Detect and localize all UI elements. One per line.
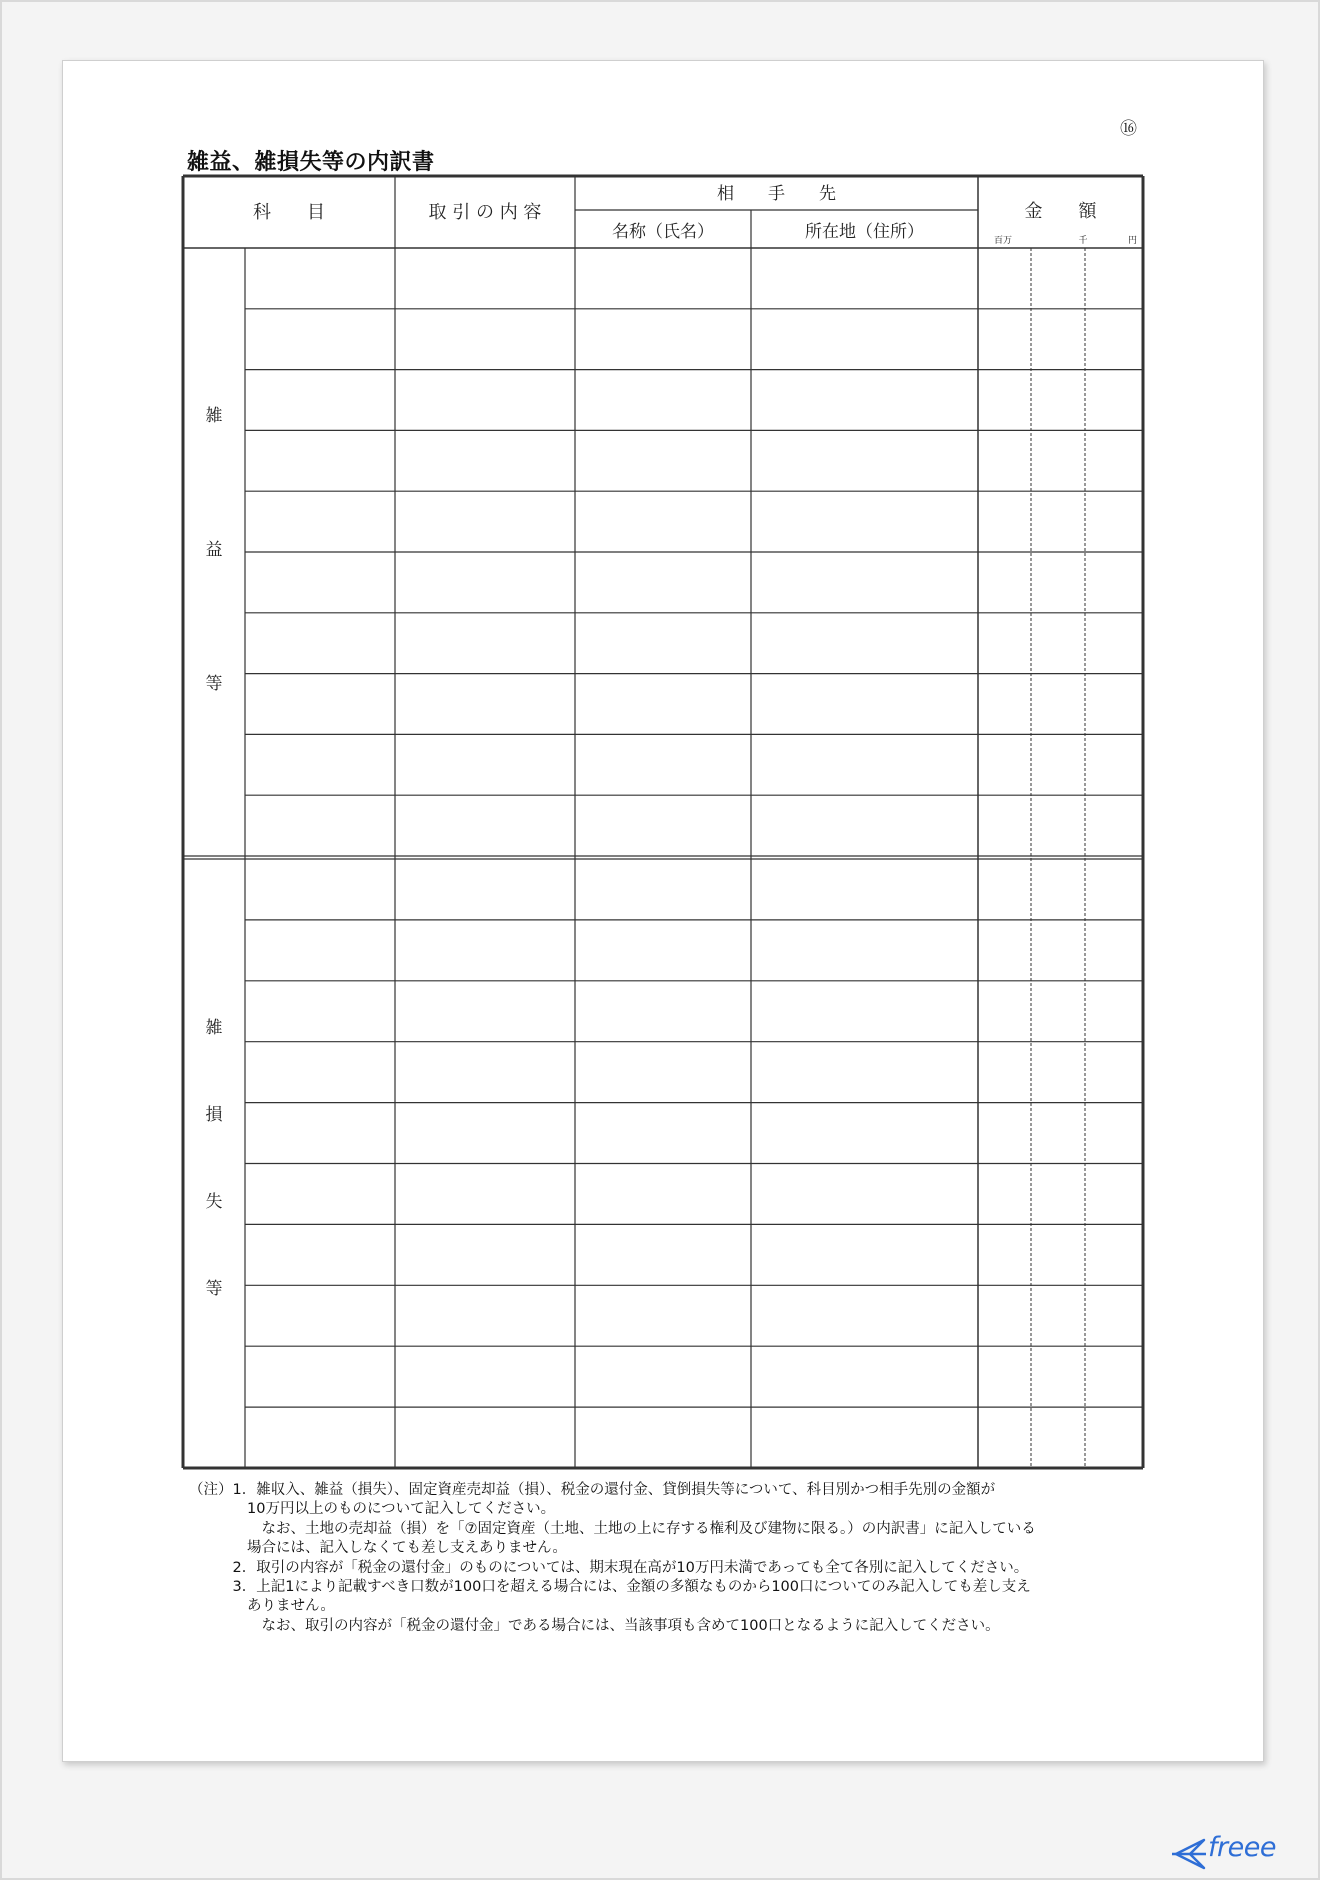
note-line: 10万円以上のものについて記入してください。: [189, 1501, 556, 1518]
section-label-misc-income: 益: [205, 540, 223, 560]
section-label-misc-loss: 損: [205, 1105, 223, 1125]
note-line: なお、取引の内容が「税金の還付金」である場合には、当該事項も含めて100口となるように記入してください。: [189, 1617, 1000, 1634]
section-label-misc-loss: 失: [205, 1192, 223, 1212]
brand-name: freee: [1208, 1832, 1276, 1863]
unit-thousand: 千: [1078, 236, 1088, 246]
document-title: 雑益、雑損失等の内訳書: [187, 150, 435, 175]
header-transaction: 取 引 の 内 容: [428, 202, 542, 223]
header-name: 名称（氏名）: [612, 222, 714, 242]
note-line: （注）1．雑収入、雑益（損失）、固定資産売却益（損）、税金の還付金、貸倒損失等について、科目別かつ相手先別の金額が: [189, 1482, 996, 1498]
note-line: 3．上記1により記載すべき口数が100口を超える場合には、金額の多額なものから100口についてのみ記入しても差し支え: [189, 1579, 1031, 1596]
header-address: 所在地（住所）: [805, 222, 924, 242]
note-line: ありません。: [189, 1598, 335, 1615]
freee-logo: [1170, 1832, 1290, 1872]
form-table: [63, 61, 1263, 1481]
section-label-misc-loss: 等: [205, 1279, 223, 1299]
header-subject: 科 目: [253, 202, 325, 223]
section-label-misc-income: 雑: [205, 406, 223, 426]
header-amount: 金 額: [1024, 201, 1097, 222]
section-label-misc-loss: 雑: [205, 1018, 223, 1038]
document-page: [62, 60, 1264, 1762]
note-line: 2．取引の内容が「税金の還付金」のものについては、期末現在高が10万円未満であっても全て各別に記入してください。: [189, 1559, 1029, 1576]
unit-million: 百万: [993, 236, 1013, 246]
notes: [189, 1481, 1149, 1636]
note-line: 場合には、記入しなくても差し支えありません。: [189, 1540, 567, 1557]
page-number: ⑯: [1120, 119, 1137, 139]
header-counterparty: 相 手 先: [717, 184, 836, 204]
note-line: なお、土地の売却益（損）を「⑦固定資産（土地、土地の上に存する権利及び建物に限る。）の内訳書」に記入している: [189, 1520, 1036, 1537]
section-label-misc-income: 等: [205, 674, 223, 694]
unit-yen: 円: [1127, 236, 1137, 246]
